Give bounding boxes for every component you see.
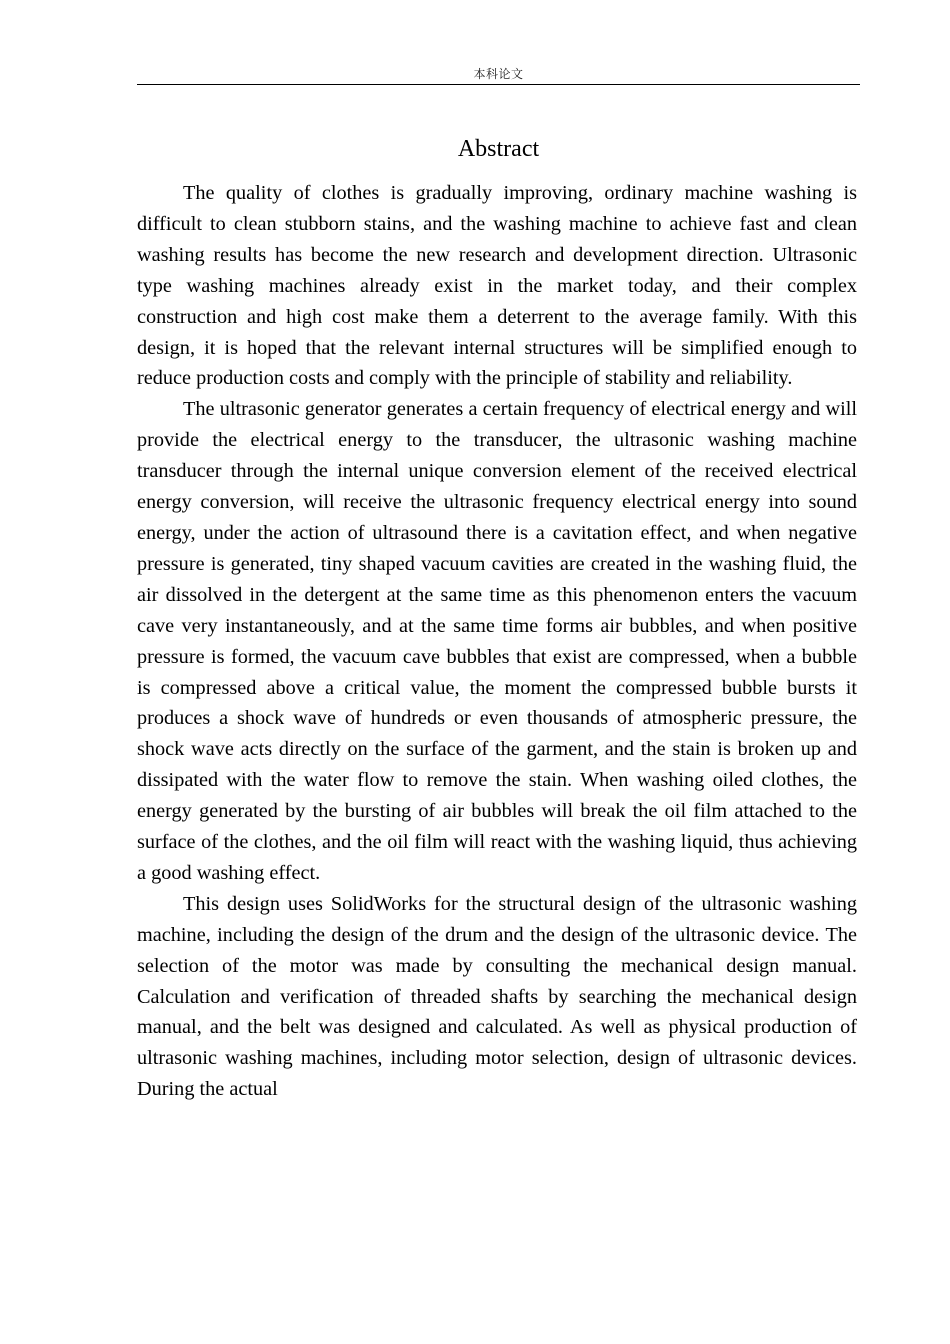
abstract-title: Abstract — [457, 136, 540, 162]
abstract-body — [137, 178, 857, 1105]
abstract-paragraph-1: The quality of clothes is gradually improving, ordinary machine washing is difficult to clean stubborn stains, and the washing machine to achieve fast and clean washing results has become the new research and development direction. Ultrasonic type washing machines already exist in the market today, and their complex construction and high cost make them a deterrent to the average family. With this design, it is hoped that the relevant internal structures will be simplified enough to reduce production costs and comply with the principle of stability and reliability. — [137, 182, 857, 390]
abstract-paragraph-2: The ultrasonic generator generates a certain frequency of electrical energy and will provide the electrical energy to the transducer, the ultrasonic washing machine transducer through the internal unique conversion element of the received electrical energy conversion, will receive the ultrasonic frequency electrical energy into sound energy, under the action of ultrasound there is a cavitation effect, and when negative pressure is generated, tiny shaped vacuum cavities are created in the washing fluid, the air dissolved in the detergent at the same time as this phenomenon enters the vacuum cave very instantaneously, and at the same time forms air bubbles, and when positive pressure is formed, the vacuum cave bubbles that exist are compressed, when a bubble is compressed above a critical value, the moment the compressed bubble bursts it produces a shock wave of hundreds or even thousands of atmospheric pressure, the shock wave acts directly on the surface of the garment, and the stain is broken up and dissipated with the water flow to remove the stain. When washing oiled clothes, the energy generated by the bursting of air bubbles will break the oil film attached to the surface of the clothes, and the oil film will react with the washing liquid, thus achieving a good washing effect. — [137, 398, 857, 884]
page-header — [137, 64, 860, 85]
abstract-paragraph-3: This design uses SolidWorks for the structural design of the ultrasonic washing machine, including the design of the drum and the design of the ultrasonic device. The selection of the motor was made by consulting the mechanical design manual. Calculation and verification of threaded shafts by searching the mechanical design manual, and the belt was designed and calculated. As well as physical production of ultrasonic washing machines, including motor selection, design of ultrasonic devices. During the actual — [137, 892, 857, 1101]
running-title: 本科论文 — [473, 67, 524, 81]
